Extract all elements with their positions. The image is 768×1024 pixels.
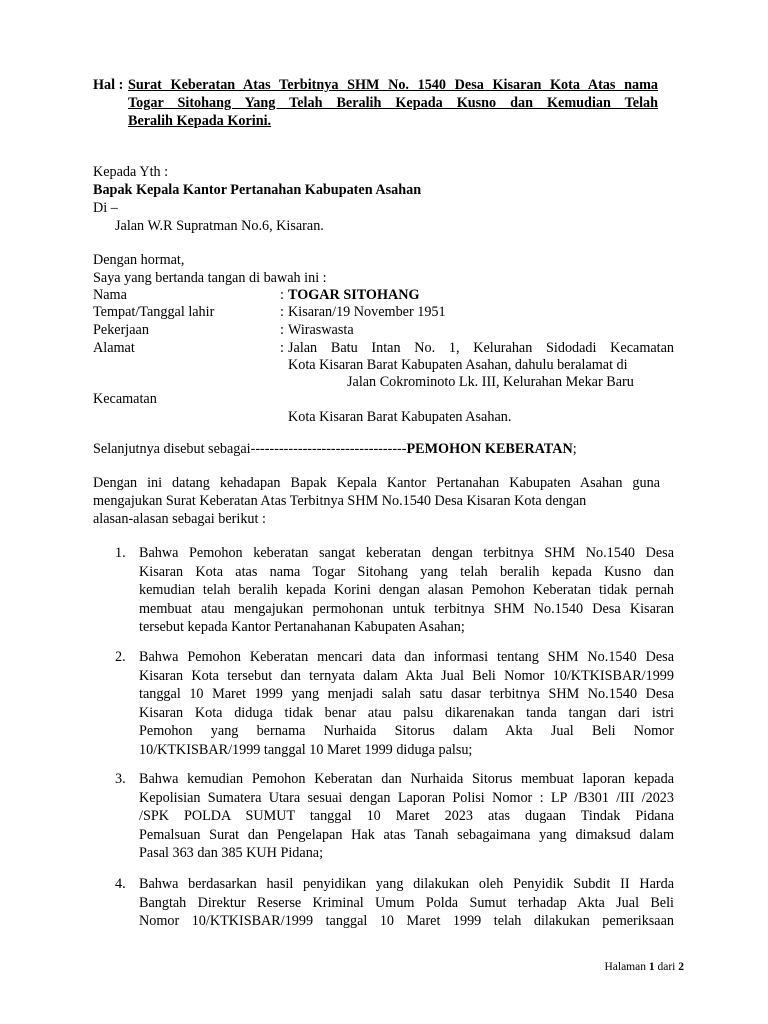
identity-row-nama: Nama : TOGAR SITOHANG [93,287,420,303]
recipient-name: Bapak Kepala Kantor Pertanahan Kabupaten Asahan [93,182,422,198]
opening-line-1: Dengan ini datang kehadapan Bapak Kepala Kantor Pertanahan Kabupaten Asahan guna [93,475,660,491]
alamat-line-1: Jalan Batu Intan No. 1, Kelurahan Sidodadi Kecamatan [288,340,674,356]
intro-text: Saya yang bertanda tangan di bawah ini : [93,270,327,286]
alamat-line-2: Kota Kisaran Barat Kabupaten Asahan, dahulu beralamat di [288,357,628,373]
alamat-line-3: Jalan Cokrominoto Lk. III, Kelurahan Mekar Baru [347,374,634,390]
ttl-value: Kisaran/19 November 1951 [288,304,446,320]
alamat-line-4: Kota Kisaran Barat Kabupaten Asahan. [288,409,512,425]
list-item-number: 3. [115,771,126,787]
subject-line-3: Beralih Kepada Korini. [128,113,272,129]
pekerjaan-value: Wiraswasta [288,322,354,338]
recipient-kepada: Kepada Yth : [93,164,169,180]
list-item-number: 1. [115,545,126,561]
recipient-address: Jalan W.R Supratman No.6, Kisaran. [115,218,324,234]
list-item-number: 4. [115,876,126,892]
total-pages: 2 [678,961,684,973]
list-item: Bahwa Pemohon keberatan sangat keberatan dengan terbitnya SHM No.1540 Desa Kisaran Kota atas nama Togar Sitohang yang telah beralih kepada Kusno dan kemudian telah beralih kepada Korini dengan alasan Pemohon Keberatan tidak pernah membuat atau mengajukan permohonan untuk terbitnya SHM No.1540 Desa Kisaran tersebut kepada Kantor Pertanahanan Kabupaten Asahan; [139,545,674,635]
identity-row-alamat: Alamat : [93,340,284,356]
subject-line-1: Surat Keberatan Atas Terbitnya SHM No. 1540 Desa Kisaran Kota Atas nama [128,77,658,93]
current-page: 1 [648,961,655,973]
list-item: Bahwa berdasarkan hasil penyidikan yang dilakukan oleh Penyidik Subdit II Harda Bangtah Direktur Reserse Kriminal Umum Polda Sumut terhadap Akta Jual Beli Nomor 10/KTKISBAR/1999 tanggal 10 Maret 1999 telah dilakukan pemeriksaan [139,876,674,929]
recipient-di: Di – [93,200,118,216]
opening-line-3: alasan-alasan sebagai berikut : [93,511,266,527]
greeting: Dengan hormat, [93,252,185,268]
nama-value: TOGAR SITOHANG [288,287,420,303]
subject-label: Hal : [93,77,124,93]
identity-row-pekerjaan: Pekerjaan : Wiraswasta [93,322,354,338]
pekerjaan-label: Pekerjaan [93,322,149,338]
list-item-number: 2. [115,649,126,665]
opening-line-2: mengajukan Surat Keberatan Atas Terbitnya SHM No.1540 Desa Kisaran Kota dengan [93,493,587,509]
designation: Selanjutnya disebut sebagai---------------------------------PEMOHON KEBERATAN; [93,441,577,457]
page-footer: Halaman 1 dari 2 [604,961,684,973]
list-item: Bahwa kemudian Pemohon Keberatan dan Nurhaida Sitorus membuat laporan kepada Kepolisian Sumatera Utara sesuai dengan Laporan Polisi Nomor : LP /B301 /III /2023 /SPK POLDA SUMUT tanggal 10 Maret 2023 atas dugaan Tindak Pidana Pemalsuan Surat dan Pengelapan Hak atas Tanah sebagaimana yang dimaksud dalam Pasal 363 dan 385 KUH Pidana; [139,771,674,861]
alamat-label: Alamat [93,340,135,356]
designation-role: PEMOHON KEBERATAN [406,441,573,457]
kecamatan-label: Kecamatan [93,391,157,407]
list-item: Bahwa Pemohon Keberatan mencari data dan informasi tentang SHM No.1540 Desa Kisaran Kota tersebut dan ternyata dalam Akta Jual Beli Nomor 10/KTKISBAR/1999 tanggal 10 Maret 1999 yang menjadi salah satu dasar terbitnya SHM No.1540 Desa Kisaran Kota diduga tidak benar atau palsu dikarenakan tanda tangan dari istri Pemohon yang bernama Nurhaida Sitorus dalam Akta Jual Beli Nomor 10/KTKISBAR/1999 tanggal 10 Maret 1999 diduga palsu; [139,649,674,758]
identity-row-ttl: Tempat/Tanggal lahir : Kisaran/19 November 1951 [93,304,446,320]
subject-line-2: Togar Sitohang Yang Telah Beralih Kepada Kusno dan Kemudian Telah [128,95,658,111]
nama-label: Nama [93,287,127,303]
ttl-label: Tempat/Tanggal lahir [93,304,215,320]
